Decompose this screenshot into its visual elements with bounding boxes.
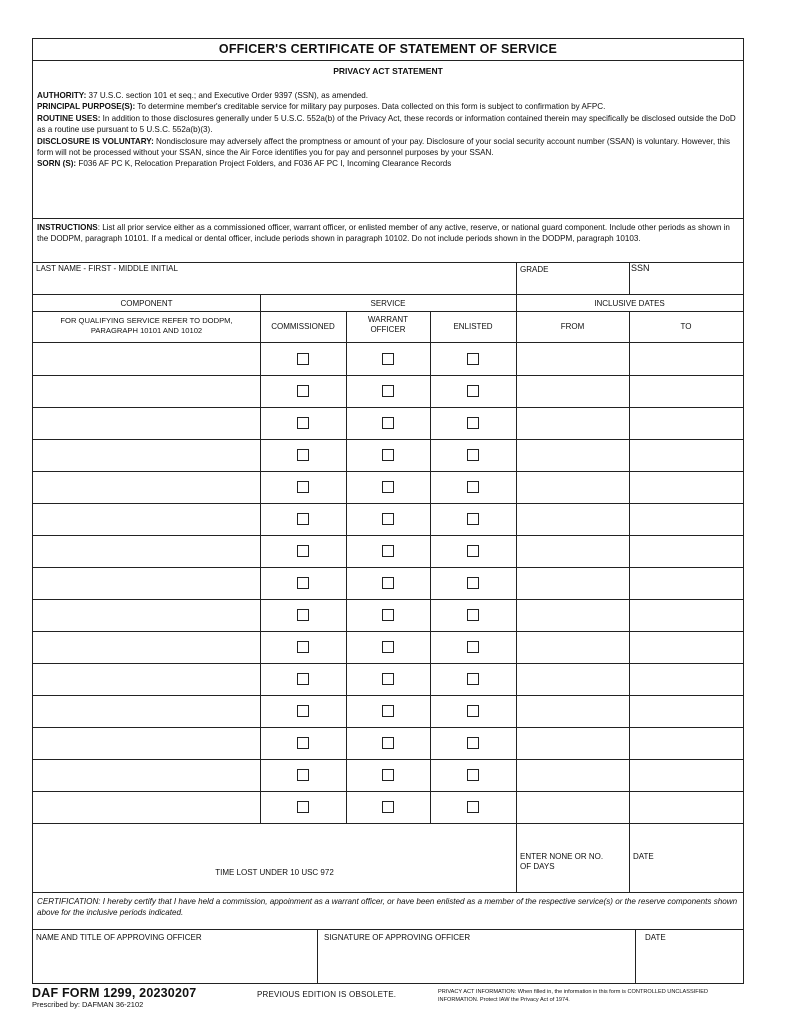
- service-row: [33, 631, 743, 663]
- enlisted-checkbox[interactable]: [467, 385, 479, 397]
- commissioned-checkbox[interactable]: [297, 481, 309, 493]
- enlisted-checkbox[interactable]: [467, 609, 479, 621]
- name-field[interactable]: [37, 275, 513, 293]
- service-row: [33, 695, 743, 727]
- component-field[interactable]: [35, 633, 257, 661]
- component-field[interactable]: [35, 665, 257, 693]
- warrant-officer-checkbox[interactable]: [382, 737, 394, 749]
- approving-officer-field[interactable]: [36, 947, 314, 981]
- component-field[interactable]: [35, 569, 257, 597]
- divider: [33, 892, 743, 893]
- service-row: [33, 375, 743, 407]
- from-date-field[interactable]: [518, 793, 627, 821]
- enlisted-checkbox[interactable]: [467, 449, 479, 461]
- certification-text: CERTIFICATION: I hereby certify that I have held a commission, appoinment as a warrant officer, or have been enlisted as a member of the respective service(s) or the reserve components shown above for the inclusive periods indicated.: [37, 897, 738, 917]
- enlisted-checkbox[interactable]: [467, 577, 479, 589]
- divider: [516, 262, 517, 294]
- to-date-field[interactable]: [631, 729, 741, 757]
- warrant-officer-checkbox[interactable]: [382, 513, 394, 525]
- from-date-field[interactable]: [518, 441, 627, 469]
- to-date-field[interactable]: [631, 761, 741, 789]
- component-field[interactable]: [35, 601, 257, 629]
- prescribed-by: Prescribed by: DAFMAN 36-2102: [32, 1000, 144, 1009]
- commissioned-checkbox[interactable]: [297, 513, 309, 525]
- commissioned-checkbox[interactable]: [297, 737, 309, 749]
- time-lost-date-field[interactable]: [631, 873, 741, 890]
- enlisted-checkbox[interactable]: [467, 801, 479, 813]
- service-row: [33, 343, 743, 375]
- service-statement-form: [32, 38, 744, 984]
- grade-field[interactable]: [519, 275, 627, 293]
- service-row: [33, 503, 743, 535]
- to-date-field[interactable]: [631, 665, 741, 693]
- service-row: [33, 407, 743, 439]
- commissioned-checkbox[interactable]: [297, 545, 309, 557]
- divider: [33, 929, 743, 930]
- warrant-officer-checkbox[interactable]: [382, 385, 394, 397]
- service-row: [33, 535, 743, 567]
- commissioned-checkbox[interactable]: [297, 609, 309, 621]
- component-field[interactable]: [35, 729, 257, 757]
- from-date-field[interactable]: [518, 601, 627, 629]
- enlisted-checkbox[interactable]: [467, 513, 479, 525]
- approval-date-label: DATE: [645, 933, 666, 942]
- component-field[interactable]: [35, 441, 257, 469]
- service-row: [33, 791, 743, 823]
- commissioned-checkbox[interactable]: [297, 353, 309, 365]
- warrant-officer-checkbox[interactable]: [382, 609, 394, 621]
- commissioned-header: COMMISSIONED: [271, 322, 335, 331]
- commissioned-checkbox[interactable]: [297, 705, 309, 717]
- from-date-field[interactable]: [518, 697, 627, 725]
- component-field[interactable]: [35, 377, 257, 405]
- form-number: DAF FORM 1299, 20230207: [32, 986, 197, 1000]
- from-date-field[interactable]: [518, 505, 627, 533]
- commissioned-checkbox[interactable]: [297, 449, 309, 461]
- component-subheader: FOR QUALIFYING SERVICE REFER TO DODPM, PARAGRAPH 10101 AND 10102: [60, 316, 233, 335]
- service-row: [33, 663, 743, 695]
- warrant-officer-header: WARRANT OFFICER: [367, 315, 409, 334]
- instructions: [37, 223, 741, 244]
- commissioned-checkbox[interactable]: [297, 417, 309, 429]
- approving-officer-label: NAME AND TITLE OF APPROVING OFFICER: [36, 933, 202, 942]
- to-date-field[interactable]: [631, 345, 741, 373]
- signature-label: SIGNATURE OF APPROVING OFFICER: [324, 933, 471, 942]
- to-date-field[interactable]: [631, 473, 741, 501]
- authority-text: 37 U.S.C. section 101 et seq.; and Executive Order 9397 (SSN), as amended.: [86, 91, 368, 100]
- divider: [33, 60, 743, 61]
- enlisted-checkbox[interactable]: [467, 705, 479, 717]
- enlisted-checkbox[interactable]: [467, 481, 479, 493]
- from-date-field[interactable]: [518, 377, 627, 405]
- approval-date-field[interactable]: [638, 947, 741, 981]
- ssn-label: SSN: [631, 263, 650, 273]
- from-date-field[interactable]: [518, 665, 627, 693]
- component-field[interactable]: [35, 345, 257, 373]
- service-row: [33, 727, 743, 759]
- service-row: [33, 567, 743, 599]
- warrant-officer-checkbox[interactable]: [382, 417, 394, 429]
- service-row: [33, 599, 743, 631]
- divider: [629, 311, 630, 892]
- service-row: [33, 439, 743, 471]
- purpose-label: PRINCIPAL PURPOSE(S):: [37, 102, 136, 112]
- component-field[interactable]: [35, 697, 257, 725]
- commissioned-checkbox[interactable]: [297, 577, 309, 589]
- name-label: LAST NAME - FIRST - MIDDLE INITIAL: [36, 264, 178, 273]
- time-lost-date-label: DATE: [633, 852, 654, 861]
- commissioned-checkbox[interactable]: [297, 385, 309, 397]
- component-field[interactable]: [35, 537, 257, 565]
- component-field[interactable]: [35, 505, 257, 533]
- from-date-field[interactable]: [518, 473, 627, 501]
- to-date-field[interactable]: [631, 537, 741, 565]
- divider: [430, 311, 431, 823]
- divider: [33, 294, 743, 295]
- authority-label: AUTHORITY:: [37, 91, 87, 100]
- from-date-field[interactable]: [518, 729, 627, 757]
- enter-none-label: ENTER NONE OR NO. OF DAYS: [520, 852, 604, 871]
- commissioned-checkbox[interactable]: [297, 641, 309, 653]
- divider: [516, 294, 517, 892]
- time-lost-label: TIME LOST UNDER 10 USC 972: [215, 868, 334, 877]
- previous-edition-notice: PREVIOUS EDITION IS OBSOLETE.: [257, 990, 397, 999]
- form-title: OFFICER'S CERTIFICATE OF STATEMENT OF SERVICE: [218, 42, 558, 56]
- enlisted-checkbox[interactable]: [467, 545, 479, 557]
- commissioned-checkbox[interactable]: [297, 801, 309, 813]
- inclusive-dates-header: INCLUSIVE DATES: [594, 299, 665, 308]
- component-field[interactable]: [35, 409, 257, 437]
- days-lost-field[interactable]: [519, 873, 627, 890]
- from-date-field[interactable]: [518, 569, 627, 597]
- service-header: SERVICE: [370, 299, 406, 308]
- from-date-field[interactable]: [518, 537, 627, 565]
- privacy-act-info: PRIVACY ACT INFORMATION: When filled in, the information in this form is CONTROLLED UNCLASSIFIED INFORMATION. Protect IAW the Privacy Act of 1974.: [438, 989, 709, 1003]
- routine-uses-label: ROUTINE USES:: [37, 113, 101, 123]
- warrant-officer-checkbox[interactable]: [382, 641, 394, 653]
- to-date-field[interactable]: [631, 377, 741, 405]
- from-header: FROM: [560, 322, 585, 331]
- enlisted-checkbox[interactable]: [467, 417, 479, 429]
- enlisted-checkbox[interactable]: [467, 737, 479, 749]
- enlisted-checkbox[interactable]: [467, 641, 479, 653]
- to-date-field[interactable]: [631, 697, 741, 725]
- service-row: [33, 759, 743, 791]
- disclosure-text: Nondisclosure may adversely affect the promptness or amount of your pay. Disclosure of your social security account number (SSAN) is voluntary. However, this form will not be processed without your SSAN, since the Air Force identifies you for pay and personnel purposes by your SSAN.: [37, 136, 731, 158]
- warrant-officer-checkbox[interactable]: [382, 545, 394, 557]
- to-date-field[interactable]: [631, 569, 741, 597]
- sorn-text: F036 AF PC K, Relocation Preparation Project Folders, and F036 AF PC I, Incoming Clearance Records: [76, 159, 452, 169]
- warrant-officer-checkbox[interactable]: [382, 353, 394, 365]
- to-date-field[interactable]: [631, 441, 741, 469]
- component-field[interactable]: [35, 761, 257, 789]
- enlisted-checkbox[interactable]: [467, 769, 479, 781]
- to-date-field[interactable]: [631, 409, 741, 437]
- signature-field[interactable]: [320, 947, 632, 981]
- to-date-field[interactable]: [631, 793, 741, 821]
- warrant-officer-checkbox[interactable]: [382, 801, 394, 813]
- ssn-field[interactable]: [630, 275, 740, 293]
- routine-uses-text: In addition to those disclosures generally under 5 U.S.C. 552a(b) of the Privacy Act, these records or information contained therein may specifically be disclosed outside the DoD as a routine use pursuant to 5 U.S.C. 552a(b)(3).: [37, 113, 736, 135]
- sorn-label: SORN (S):: [37, 159, 77, 169]
- component-field[interactable]: [35, 473, 257, 501]
- to-header: TO: [680, 322, 692, 331]
- from-date-field[interactable]: [518, 761, 627, 789]
- service-row: [33, 471, 743, 503]
- enlisted-header: ENLISTED: [453, 322, 493, 331]
- divider: [317, 929, 318, 983]
- from-date-field[interactable]: [518, 409, 627, 437]
- divider: [629, 262, 630, 294]
- instructions-label: INSTRUCTIONS: [37, 223, 98, 232]
- grade-label: GRADE: [520, 265, 549, 274]
- enlisted-checkbox[interactable]: [467, 673, 479, 685]
- enlisted-checkbox[interactable]: [467, 353, 479, 365]
- divider: [33, 311, 743, 312]
- warrant-officer-checkbox[interactable]: [382, 769, 394, 781]
- to-date-field[interactable]: [631, 505, 741, 533]
- warrant-officer-checkbox[interactable]: [382, 577, 394, 589]
- disclosure-label: DISCLOSURE IS VOLUNTARY:: [37, 136, 154, 146]
- divider: [33, 823, 743, 824]
- commissioned-checkbox[interactable]: [297, 769, 309, 781]
- component-field[interactable]: [35, 793, 257, 821]
- privacy-act-statement: [37, 90, 741, 170]
- divider: [33, 218, 743, 219]
- to-date-field[interactable]: [631, 601, 741, 629]
- from-date-field[interactable]: [518, 633, 627, 661]
- to-date-field[interactable]: [631, 633, 741, 661]
- from-date-field[interactable]: [518, 345, 627, 373]
- instructions-text: : List all prior service either as a commissioned officer, warrant officer, or enlisted member of any active, reserve, or national guard component. Include other periods as shown in the DODPM, paragraph 10101. If a medical or dental officer, include periods shown in paragraph 10102. Do not include periods shown in the DODPM, paragraph 10103.: [37, 223, 730, 243]
- purpose-text: To determine member's creditable service for military pay purposes. Data collected on this form is subject to confirmation by AFPC.: [135, 102, 606, 112]
- commissioned-checkbox[interactable]: [297, 673, 309, 685]
- warrant-officer-checkbox[interactable]: [382, 481, 394, 493]
- divider: [635, 929, 636, 983]
- divider: [346, 311, 347, 823]
- privacy-act-heading: PRIVACY ACT STATEMENT: [333, 66, 443, 76]
- divider: [260, 294, 261, 823]
- component-header: COMPONENT: [120, 299, 173, 308]
- warrant-officer-checkbox[interactable]: [382, 673, 394, 685]
- warrant-officer-checkbox[interactable]: [382, 449, 394, 461]
- warrant-officer-checkbox[interactable]: [382, 705, 394, 717]
